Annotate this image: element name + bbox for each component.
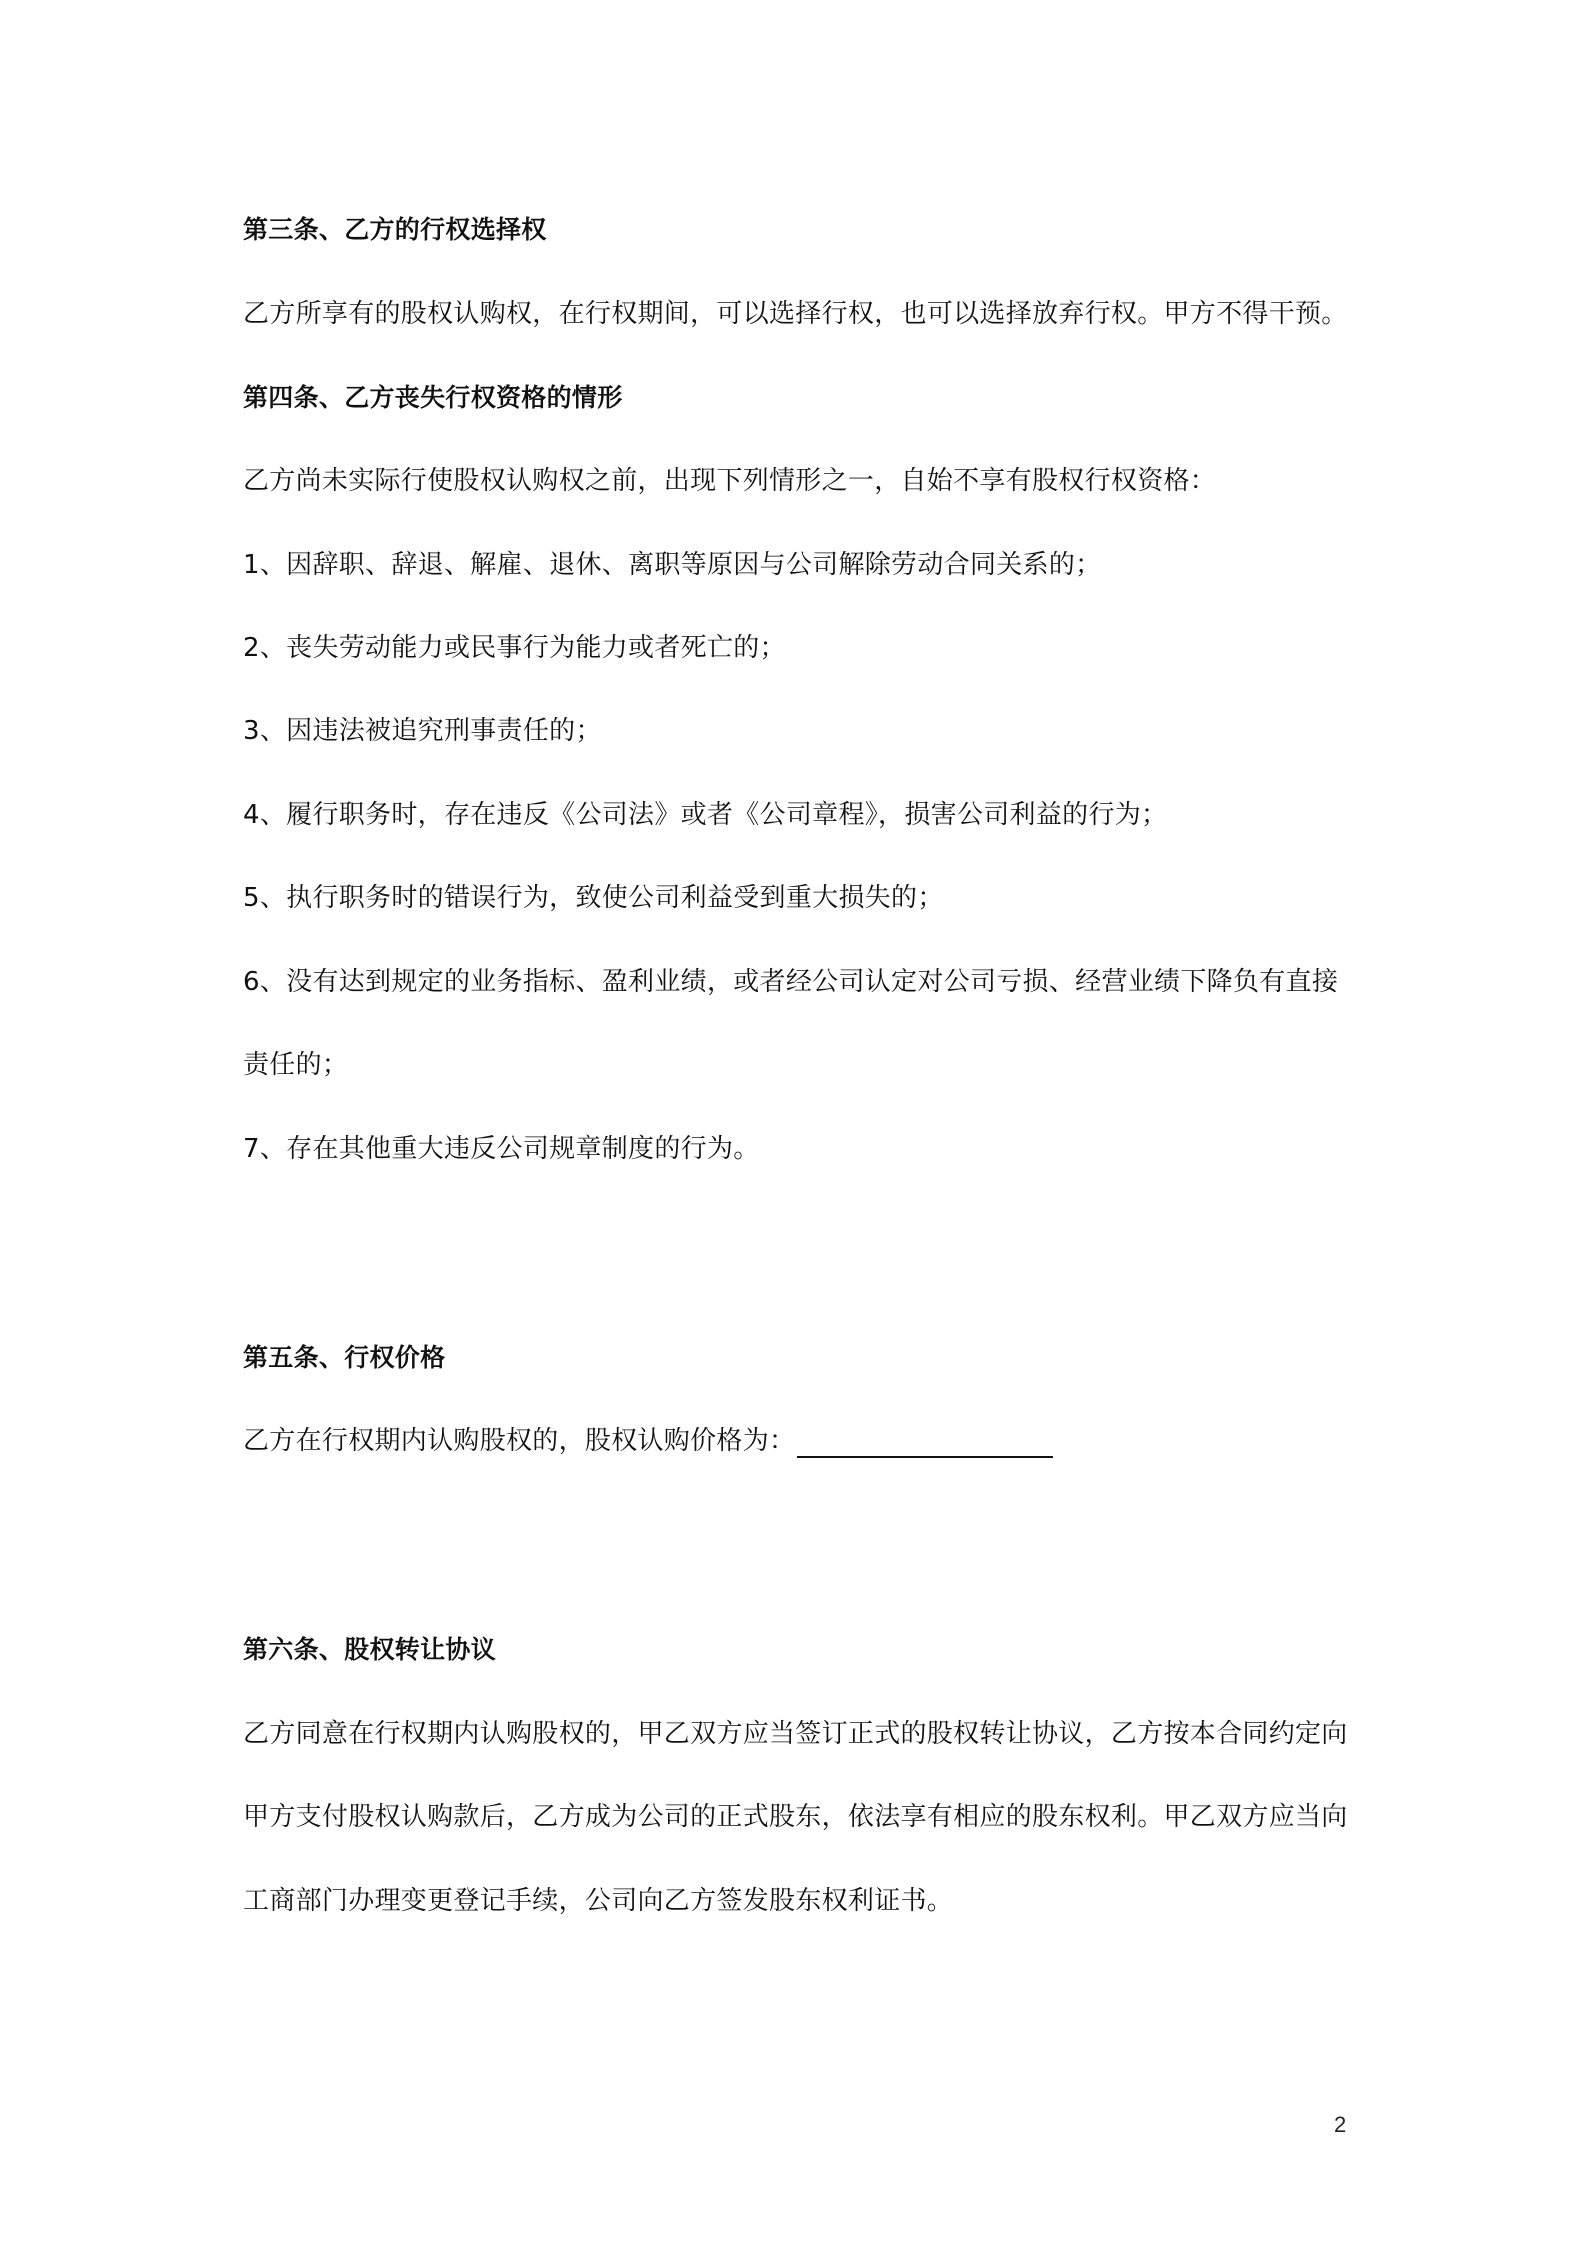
article-4-item-2: 2、丧失劳动能力或民事行为能力或者死亡的； xyxy=(243,633,786,663)
article-4-item-4: 4、履行职务时，存在违反《公司法》或者《公司章程》，损害公司利益的行为； xyxy=(243,800,1168,830)
article-3-heading: 第三条、乙方的行权选择权 xyxy=(243,215,547,244)
article-4-item-5: 5、执行职务时的错误行为，致使公司利益受到重大损失的； xyxy=(243,883,944,913)
page-number: 2 xyxy=(1334,2112,1347,2137)
article-6-line-3: 工商部门办理变更登记手续，公司向乙方签发股东权利证书。 xyxy=(243,1886,954,1916)
article-4-item-6: 6、没有达到规定的业务指标、盈利业绩，或者经公司认定对公司亏损、经营业绩下降负有直接 xyxy=(243,967,1339,997)
article-6-line-2: 甲方支付股权认购款后，乙方成为公司的正式股东，依法享有相应的股东权利。甲乙双方应当向 xyxy=(243,1802,1348,1832)
article-4-heading: 第四条、乙方丧失行权资格的情形 xyxy=(243,383,623,412)
article-4-intro: 乙方尚未实际行使股权认购权之前，出现下列情形之一，自始不享有股权行权资格： xyxy=(243,466,1217,496)
price-blank-line xyxy=(797,1428,1053,1458)
article-4-item-7: 7、存在其他重大违反公司规章制度的行为。 xyxy=(243,1134,760,1164)
article-4-item-1: 1、因辞职、辞退、解雇、退休、离职等原因与公司解除劳动合同关系的； xyxy=(243,550,1102,580)
article-4-item-6-continued: 责任的； xyxy=(243,1050,349,1080)
article-5-body: 乙方在行权期内认购股权的，股权认购价格为： xyxy=(243,1426,796,1456)
article-5-heading: 第五条、行权价格 xyxy=(243,1343,446,1372)
article-5-line xyxy=(243,1424,1053,1458)
article-3-body: 乙方所享有的股权认购权，在行权期间，可以选择行权，也可以选择放弃行权。甲方不得干预。 xyxy=(243,299,1348,329)
article-4-item-3: 3、因违法被追究刑事责任的； xyxy=(243,716,602,746)
article-6-line-1: 乙方同意在行权期内认购股权的，甲乙双方应当签订正式的股权转让协议，乙方按本合同约定向 xyxy=(243,1719,1348,1749)
article-6-heading: 第六条、股权转让协议 xyxy=(243,1635,497,1664)
